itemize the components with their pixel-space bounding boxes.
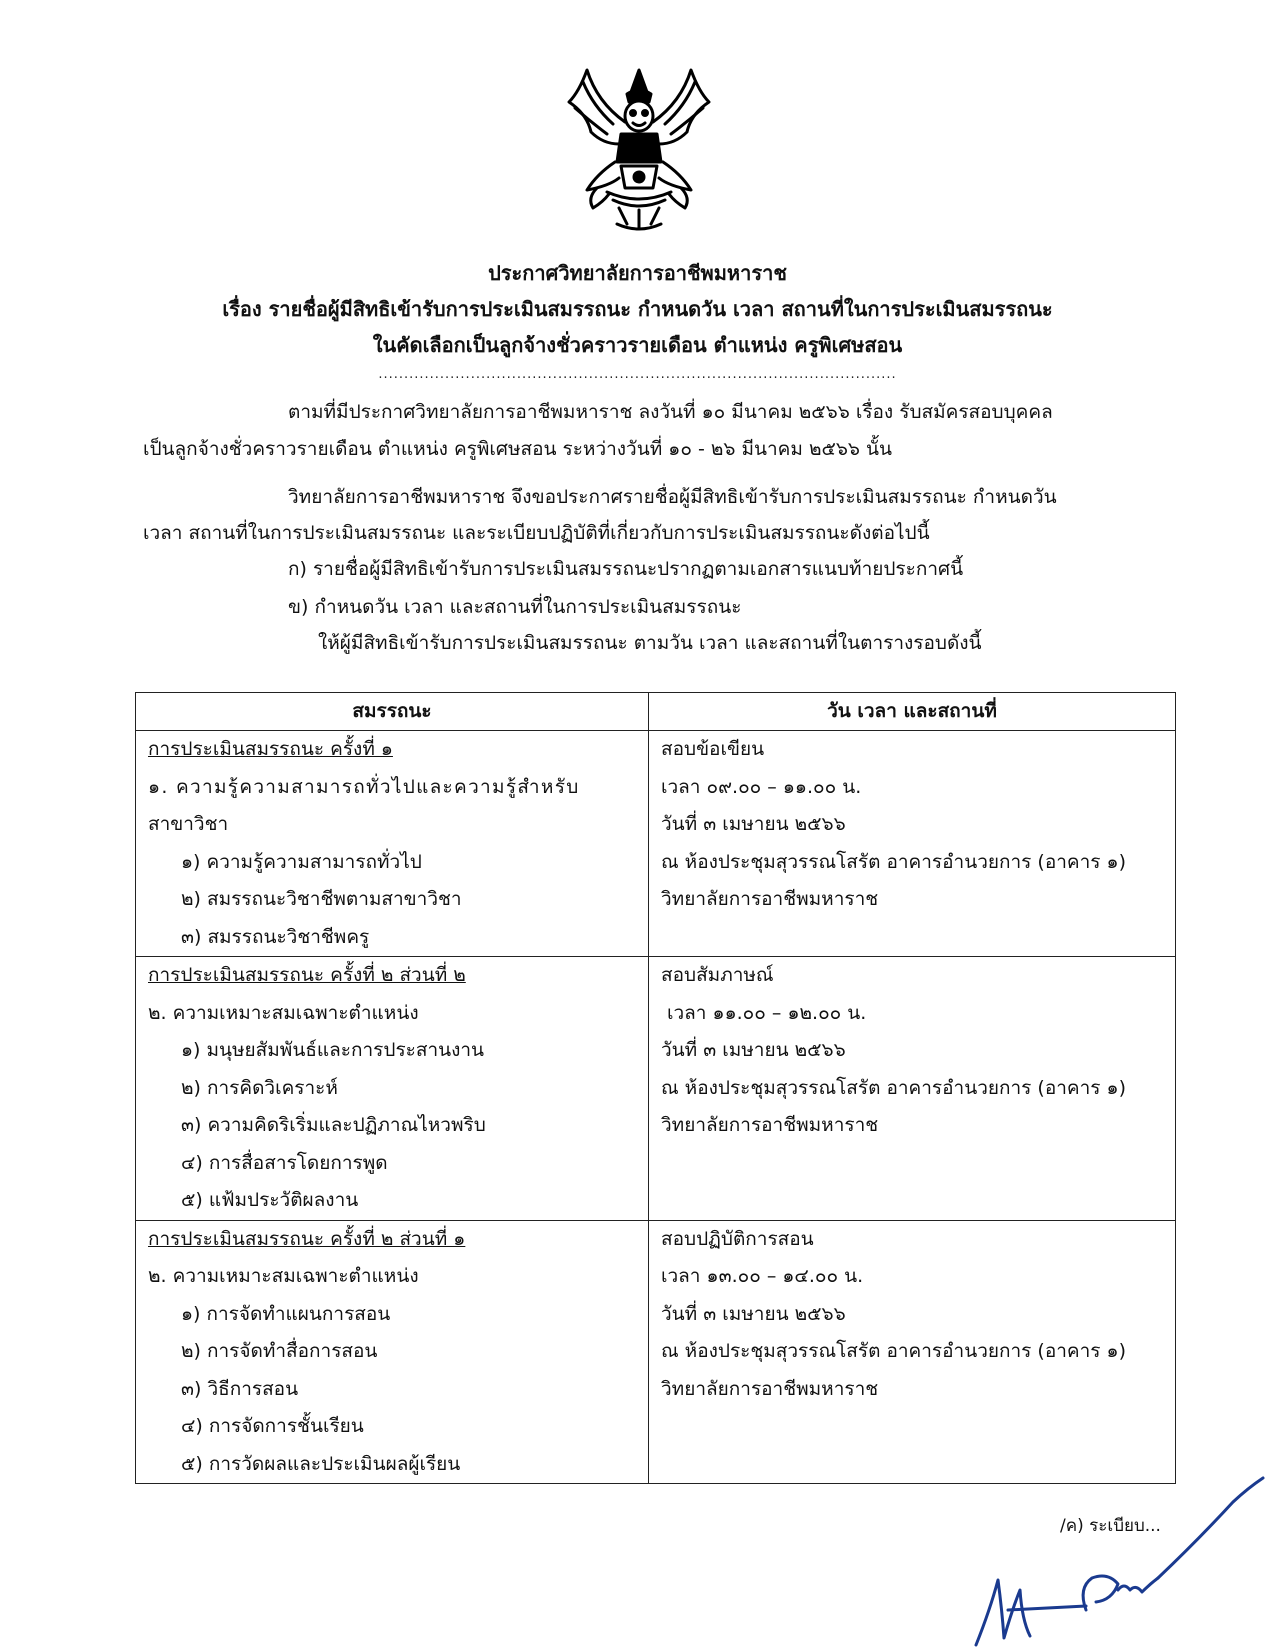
paragraph-1-line-2: เป็นลูกจ้างชั่วคราวรายเดือน ตำแหน่ง ครูพิเศษสอน ระหว่างวันที่ ๑๐ - ๒๖ มีนาคม ๒๕๖๖ นั้น <box>143 438 892 460</box>
item-b: ข) กำหนดวัน เวลา และสถานที่ในการประเมินสมรรถนะ <box>288 596 742 618</box>
announcement-subject-cont: ในคัดเลือกเป็นลูกจ้างชั่วคราวรายเดือน ตำแหน่ง ครูพิเศษสอน <box>372 333 903 357</box>
competency-item: สาขาวิชา <box>148 813 229 835</box>
table-header-row <box>136 693 1176 731</box>
separator-dots: ..................................................................................................... <box>378 367 897 382</box>
competency-subitem: ๑) ความรู้ความสามารถทั่วไป <box>181 850 422 873</box>
table-row <box>136 731 1176 957</box>
exam-type: สอบข้อเขียน <box>661 738 765 760</box>
exam-place: ณ ห้องประชุมสุวรรณโสรัต อาคารอำนวยการ (อาคาร ๑) <box>661 1076 1126 1099</box>
competency-cell <box>136 1220 649 1484</box>
paragraph-2-line-1: วิทยาลัยการอาชีพมหาราช จึงขอประกาศรายชื่อผู้มีสิทธิเข้ารับการประเมินสมรรถนะ กำหนดวัน <box>288 486 1057 508</box>
round-heading: การประเมินสมรรถนะ ครั้งที่ ๑ <box>148 738 393 760</box>
exam-type: สอบสัมภาษณ์ <box>661 964 774 986</box>
exam-type: สอบปฏิบัติการสอน <box>661 1227 814 1250</box>
exam-institution: วิทยาลัยการอาชีพมหาราช <box>661 888 879 910</box>
exam-place: ณ ห้องประชุมสุวรรณโสรัต อาคารอำนวยการ (อาคาร ๑) <box>661 850 1126 873</box>
competency-subitem: ๑) การจัดทำแผนการสอน <box>181 1302 391 1325</box>
item-b-detail: ให้ผู้มีสิทธิเข้ารับการประเมินสมรรถนะ ตามวัน เวลา และสถานที่ในตารางรอบดังนี้ <box>318 632 982 654</box>
exam-time: เวลา ๐๙.๐๐ – ๑๑.๐๐ น. <box>661 775 862 798</box>
competency-subitem: ๕) การวัดผลและประเมินผลผู้เรียน <box>181 1452 461 1475</box>
round-heading: การประเมินสมรรถนะ ครั้งที่ ๒ ส่วนที่ ๒ <box>148 964 466 986</box>
schedule-cell <box>649 957 1176 1221</box>
exam-time: เวลา ๑๓.๐๐ – ๑๔.๐๐ น. <box>661 1265 864 1287</box>
exam-date: วันที่ ๓ เมษายน ๒๕๖๖ <box>661 813 846 835</box>
table-row <box>136 957 1176 1221</box>
handwritten-signature-icon <box>968 1460 1268 1650</box>
competency-item: ๒. ความเหมาะสมเฉพาะตำแหน่ง <box>148 1001 419 1024</box>
exam-place: ณ ห้องประชุมสุวรรณโสรัต อาคารอำนวยการ (อาคาร ๑) <box>661 1340 1126 1362</box>
announcement-subject: เรื่อง รายชื่อผู้มีสิทธิเข้ารับการประเมินสมรรถนะ กำหนดวัน เวลา สถานที่ในการประเมินสมรรถนะ <box>222 297 1053 321</box>
exam-date: วันที่ ๓ เมษายน ๒๕๖๖ <box>661 1039 846 1061</box>
table-row <box>136 1220 1176 1484</box>
schedule-cell <box>649 731 1176 957</box>
competency-subitem: ๑) มนุษยสัมพันธ์และการประสานงาน <box>181 1039 485 1061</box>
garuda-emblem-icon <box>557 62 722 237</box>
schedule-table <box>135 692 1176 1484</box>
exam-date: วันที่ ๓ เมษายน ๒๕๖๖ <box>661 1302 846 1325</box>
competency-cell <box>136 731 649 957</box>
competency-subitem: ๓) สมรรถนะวิชาชีพครู <box>181 925 370 948</box>
round-heading: การประเมินสมรรถนะ ครั้งที่ ๒ ส่วนที่ ๑ <box>148 1227 466 1250</box>
header-competency: สมรรถนะ <box>136 693 649 731</box>
item-a: ก) รายชื่อผู้มีสิทธิเข้ารับการประเมินสมรรถนะปรากฏตามเอกสารแนบท้ายประกาศนี้ <box>288 558 964 580</box>
exam-institution: วิทยาลัยการอาชีพมหาราช <box>661 1114 879 1136</box>
paragraph-1-line-1: ตามที่มีประกาศวิทยาลัยการอาชีพมหาราช ลงวันที่ ๑๐ มีนาคม ๒๕๖๖ เรื่อง รับสมัครสอบบุคคล <box>288 401 1053 423</box>
competency-cell <box>136 957 649 1221</box>
announcement-title: ประกาศวิทยาลัยการอาชีพมหาราช <box>488 261 787 285</box>
competency-subitem: ๒) การจัดทำสื่อการสอน <box>181 1340 378 1362</box>
competency-subitem: ๓) ความคิดริเริ่มและปฏิภาณไหวพริบ <box>181 1114 486 1136</box>
competency-item: ๑. ความรู้ความสามารถทั่วไปและความรู้สำหรับ <box>148 775 580 798</box>
exam-time: เวลา ๑๑.๐๐ – ๑๒.๐๐ น. <box>667 1001 867 1024</box>
competency-subitem: ๔) การจัดการชั้นเรียน <box>181 1415 364 1437</box>
continuation-marker: /ค) ระเบียบ... <box>1060 1516 1161 1536</box>
competency-subitem: ๕) แฟ้มประวัติผลงาน <box>181 1189 359 1211</box>
competency-subitem: ๓) วิธีการสอน <box>181 1377 299 1400</box>
competency-subitem: ๔) การสื่อสารโดยการพูด <box>181 1151 388 1174</box>
competency-subitem: ๒) สมรรถนะวิชาชีพตามสาขาวิชา <box>181 888 462 910</box>
competency-item: ๒. ความเหมาะสมเฉพาะตำแหน่ง <box>148 1265 419 1287</box>
competency-subitem: ๒) การคิดวิเคราะห์ <box>181 1076 338 1099</box>
paragraph-2-line-2: เวลา สถานที่ในการประเมินสมรรถนะ และระเบียบปฏิบัติที่เกี่ยวกับการประเมินสมรรถนะดังต่อไปนี้ <box>143 522 930 544</box>
schedule-cell <box>649 1220 1176 1484</box>
header-date-time-place: วัน เวลา และสถานที่ <box>649 693 1176 731</box>
exam-institution: วิทยาลัยการอาชีพมหาราช <box>661 1377 879 1400</box>
